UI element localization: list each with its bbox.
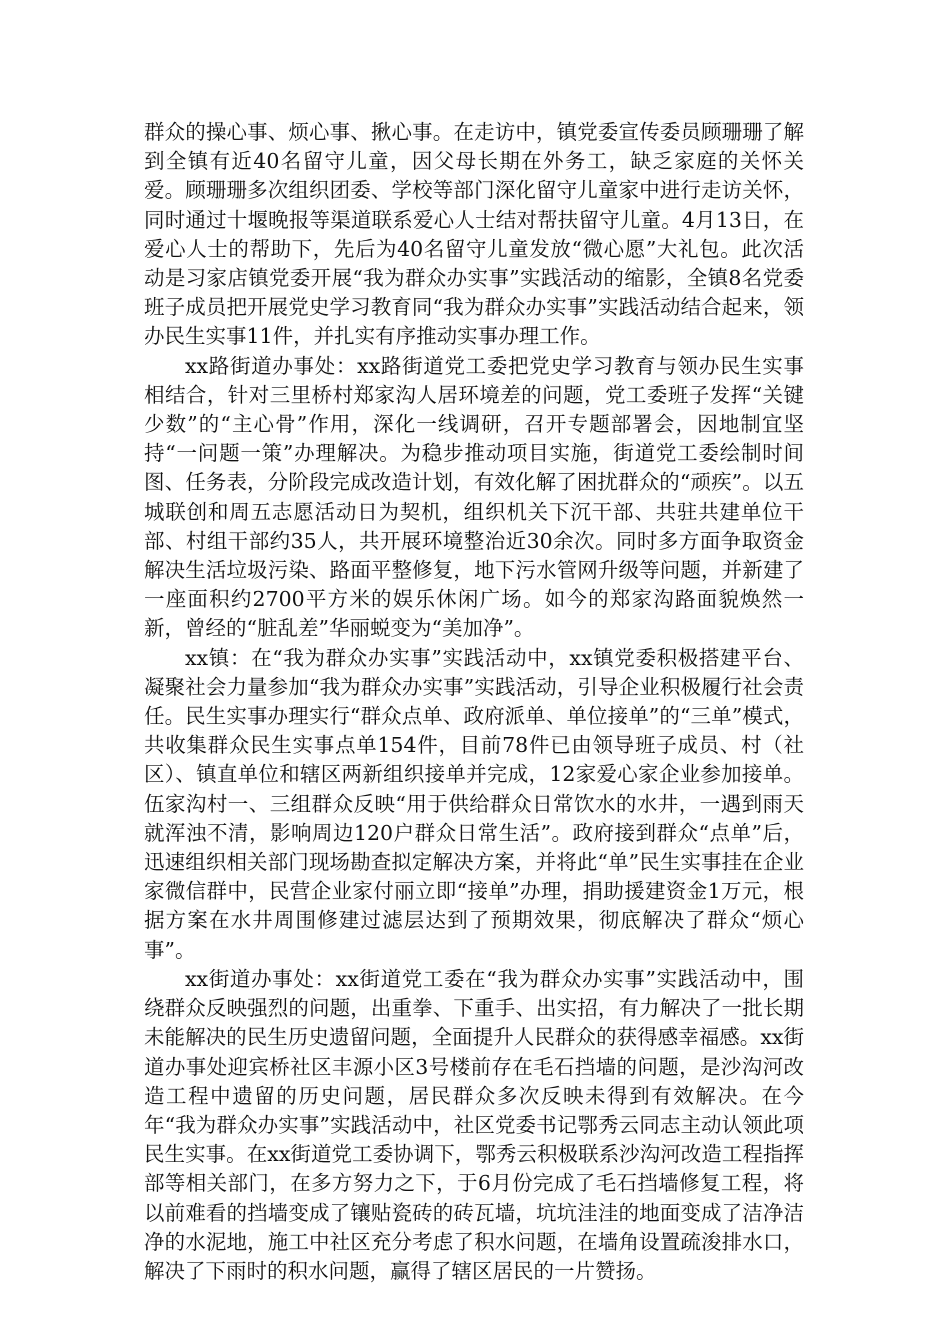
- paragraph-1: 群众的操心事、烦心事、揪心事。在走访中，镇党委宣传委员顾珊珊了解到全镇有近40名留守儿童，因父母长期在外务工，缺乏家庭的关怀关爱。顾珊珊多次组织团委、学校等部门深化留守儿童家中进行走访关怀，同时通过十堰晚报等渠道联系爱心人士结对帮扶留守儿童。4月13日，在爱心人士的帮助下，先后为40名留守儿童发放“微心愿”大礼包。此次活动是习家店镇党委开展“我为群众办实事”实践活动的缩影，全镇8名党委班子成员把开展党史学习教育同“我为群众办实事”实践活动结合起来，领办民生实事11件，并扎实有序推动实事办理工作。: [144, 120, 804, 349]
- document-page: [144, 118, 804, 1286]
- paragraph-4: xx街道办事处：xx街道党工委在“我为群众办实事”实践活动中，围绕群众反映强烈的问题，出重拳、下重手、出实招，有力解决了一批长期未能解决的民生历史遗留问题，全面提升人民群众的获得感幸福感。xx街道办事处迎宾桥社区丰源小区3号楼前存在毛石挡墙的问题，是沙沟河改造工程中遗留的历史问题，居民群众多次反映未得到有效解决。在今年“我为群众办实事”实践活动中，社区党委书记鄂秀云同志主动认领此项民生实事。在xx街道党工委协调下，鄂秀云积极联系沙沟河改造工程指挥部等相关部门，在多方努力之下，于6月份完成了毛石挡墙修复工程，将以前难看的挡墙变成了镶贴瓷砖的砖瓦墙，坑坑洼洼的地面变成了洁净洁净的水泥地，施工中社区充分考虑了积水问题，在墙角设置疏浚排水口，解决了下雨时的积水问题，赢得了辖区居民的一片赞扬。: [144, 966, 804, 1283]
- paragraph-3: xx镇：在“我为群众办实事”实践活动中，xx镇党委积极搭建平台、凝聚社会力量参加“我为群众办实事”实践活动，引导企业积极履行社会责任。民生实事办理实行“群众点单、政府派单、单位接单”的“三单”模式，共收集群众民生实事点单154件，目前78件已由领导班子成员、村（社区）、镇直单位和辖区两新组织接单并完成，12家爱心家企业参加接单。伍家沟村一、三组群众反映“用于供给群众日常饮水的水井，一遇到雨天就浑浊不清，影响周边120户群众日常生活”。政府接到群众“点单”后，迅速组织相关部门现场勘查拟定解决方案，并将此“单”民生实事挂在企业家微信群中，民营企业家付丽立即“接单”办理，捐助援建资金1万元，根据方案在水井周围修建过滤层达到了预期效果，彻底解决了群众“烦心事”。: [144, 645, 804, 962]
- paragraph-2: xx路街道办事处：xx路街道党工委把党史学习教育与领办民生实事相结合，针对三里桥村郑家沟人居环境差的问题，党工委班子发挥“关键少数”的“主心骨”作用，深化一线调研，召开专题部署会，因地制宜坚持“一问题一策”办理解决。为稳步推动项目实施，街道党工委绘制时间图、任务表，分阶段完成改造计划，有效化解了困扰群众的“顽疾”。以五城联创和周五志愿活动日为契机，组织机关下沉干部、共驻共建单位干部、村组干部约35人，共开展环境整治近30余次。同时多方面争取资金解决生活垃圾污染、路面平整修复，地下污水管网升级等问题，并新建了一座面积约2700平方米的娱乐休闲广场。如今的郑家沟路面貌焕然一新，曾经的“脏乱差”华丽蜕变为“美加净”。: [144, 353, 804, 641]
